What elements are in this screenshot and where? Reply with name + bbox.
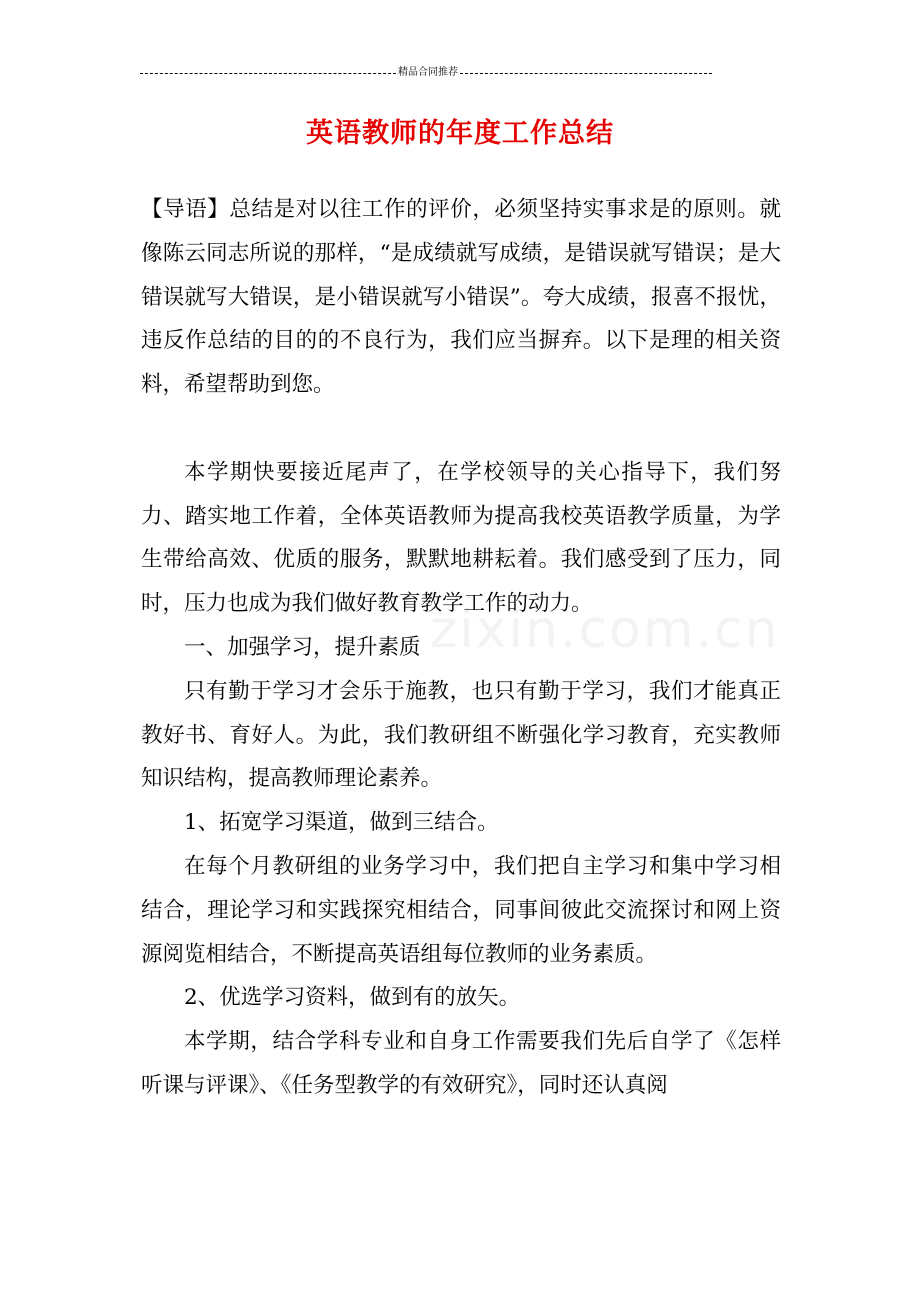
header-dash-left bbox=[140, 73, 396, 74]
paragraph-gap bbox=[141, 407, 781, 451]
header-label: 精品合同推荐 bbox=[398, 67, 458, 78]
body-paragraph: 只有勤于学习才会乐于施教，也只有勤于学习，我们才能真正教好书、育好人。为此，我们教研组不断强化学习教育，充实教师知识结构，提高教师理论素养。 bbox=[141, 678, 781, 792]
body-paragraph: 本学期快要接近尾声了，在学校领导的关心指导下，我们努力、踏实地工作着，全体英语教师为提高我校英语教学质量，为学生带给高效、优质的服务，默默地耕耘着。我们感受到了压力，同时，压力也成为我们做好教育教学工作的动力。 bbox=[141, 459, 781, 617]
section-heading: 一、加强学习，提升素质 bbox=[184, 634, 421, 660]
document-title: 英语教师的年度工作总结 bbox=[306, 118, 614, 149]
document-body bbox=[141, 188, 781, 1108]
header-dash-right bbox=[460, 73, 712, 74]
body-paragraph: 在每个月教研组的业务学习中，我们把自主学习和集中学习相结合，理论学习和实践探究相结合，同事间彼此交流探讨和网上资源阅览相结合，不断提高英语组每位教师的业务素质。 bbox=[141, 853, 781, 967]
subsection-heading: 2、优选学习资料，做到有的放矢。 bbox=[184, 985, 521, 1011]
header-rule bbox=[140, 66, 740, 80]
subsection-heading: 1、拓宽学习渠道，做到三结合。 bbox=[184, 810, 499, 836]
intro-paragraph: 【导语】总结是对以往工作的评价，必须坚持实事求是的原则。就像陈云同志所说的那样，“是成绩就写成绩，是错误就写错误；是大错误就写大错误，是小错误就写小错误”。夸大成绩，报喜不报忧，违反作总结的目的的不良行为，我们应当摒弃。以下是理的相关资料，希望帮助到您。 bbox=[141, 197, 781, 398]
body-paragraph: 本学期，结合学科专业和自身工作需要我们先后自学了《怎样听课与评课》、《任务型教学的有效研究》，同时还认真阅 bbox=[141, 1029, 781, 1098]
watermark: zixin.com.cn bbox=[430, 600, 780, 660]
